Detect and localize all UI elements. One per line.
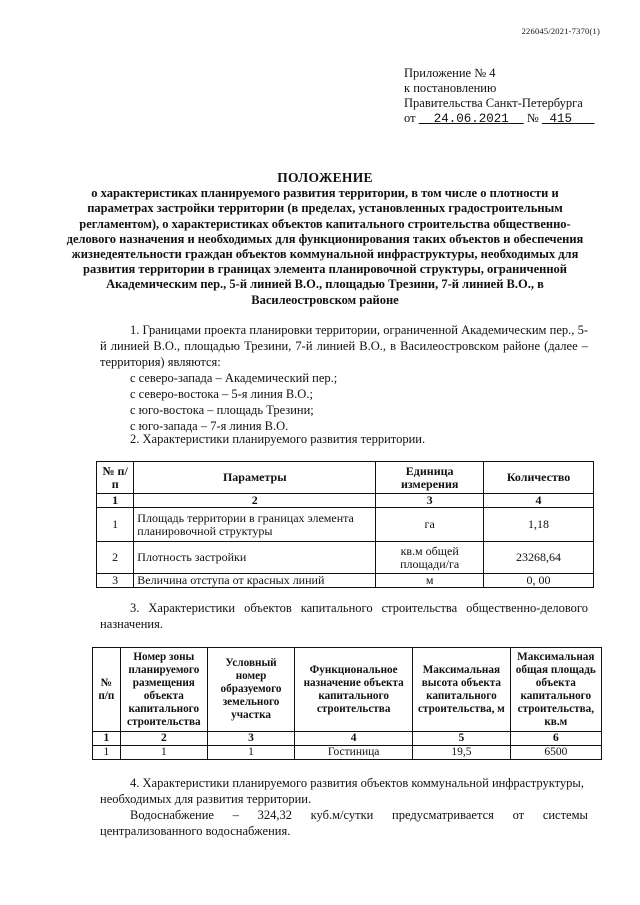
- capital-objects-table: [92, 647, 602, 760]
- appendix-line-1: Приложение № 4: [404, 66, 496, 80]
- row-height: 19,5: [413, 746, 510, 760]
- territory-parameters-table: [96, 461, 594, 588]
- row-function: Гостиница: [295, 746, 413, 760]
- boundary-nw: с северо-запада – Академический пер.;: [130, 371, 338, 385]
- col-number: 3: [376, 494, 484, 508]
- section3-heading: 3. Характеристики объектов капитального строительства общественно-делового назначения.: [100, 601, 588, 631]
- boundary-se: с юго-востока – площадь Трезини;: [130, 403, 314, 417]
- water-label: Водоснабжение: [130, 808, 214, 822]
- section2-heading: 2. Характеристики планируемого развития территории.: [130, 432, 426, 446]
- appendix-line-2: к постановлению: [404, 81, 497, 95]
- date-prefix: от: [404, 111, 416, 125]
- section4-heading: 4. Характеристики планируемого развития объектов коммунальной инфраструктуры, необходимых для развития территории.: [100, 776, 584, 806]
- title-heading: ПОЛОЖЕНИЕ: [277, 170, 373, 185]
- row-qty: 1,18: [484, 508, 594, 542]
- row-num: 1: [93, 746, 121, 760]
- appendix-line-3: Правительства Санкт-Петербурга: [404, 96, 583, 110]
- row-area: 6500: [510, 746, 601, 760]
- col-header-zone: Номер зоны планируемого размещения объекта капитального строительства: [120, 648, 207, 732]
- water-supply-line: [130, 807, 588, 823]
- col-header-area: Максимальная общая площадь объекта капитального строительства, кв.м: [510, 648, 601, 732]
- number-prefix: №: [526, 111, 539, 125]
- table-row: [97, 574, 594, 588]
- boundary-sw: с юго-запада – 7-я линия В.О.: [130, 419, 289, 433]
- col-header-param: Параметры: [134, 462, 376, 494]
- table-row: [93, 746, 602, 760]
- col-header-qty: Количество: [484, 462, 594, 494]
- col-header-function: Функциональное назначение объекта капитального строительства: [295, 648, 413, 732]
- col-number: 3: [207, 732, 294, 746]
- row-plot: 1: [207, 746, 294, 760]
- row-param: Плотность застройки: [134, 542, 376, 574]
- col-header-num: № п/п: [97, 462, 134, 494]
- col-header-plot: Условный номер образуемого земельного участка: [207, 648, 294, 732]
- decree-date: 24.06.2021: [433, 112, 509, 126]
- row-unit: га: [376, 508, 484, 542]
- section1-intro: 1. Границами проекта планировки территории, ограниченной Академическим пер., 5-й линией В.О., площадью Трезини, 7-й линией В.О., в Василеостровском районе (далее – территория) являются:: [100, 323, 588, 369]
- water-unit: куб.м/сутки: [310, 808, 374, 822]
- col-header-height: Максимальная высота объекта капитального строительства, м: [413, 648, 510, 732]
- row-zone: 1: [120, 746, 207, 760]
- water-text-3: системы: [542, 808, 588, 822]
- col-number: 1: [97, 494, 134, 508]
- decree-number: 415: [549, 112, 572, 126]
- document-id: 226045/2021-7370(1): [521, 26, 600, 36]
- water-supply-continuation: централизованного водоснабжения.: [100, 824, 291, 838]
- water-text-2: от: [512, 808, 525, 822]
- row-param: Величина отступа от красных линий: [134, 574, 376, 588]
- appendix-block: [404, 66, 594, 127]
- title-text: о характеристиках планируемого развития территории, в том числе о плотности и параметрах застройки территории (в пределах, установленных градостроительным регламентом), о характеристиках объектов капитального строительства общественно-делового назначения и необходимых для функционирования таких объектов и обеспечения жизнедеятельности граждан объектов коммунальной инфраструктуры, необходимых для развития территории в границах элемента планировочной структуры, ограниченной Академическим пер., 5-й линией В.О., площадью Трезини, 7-й линией В.О., в Василеостровском районе: [66, 186, 584, 307]
- row-param: Площадь территории в границах элемента планировочной структуры: [134, 508, 376, 542]
- col-number: 4: [484, 494, 594, 508]
- row-qty: 0, 00: [484, 574, 594, 588]
- col-header-num: № п/п: [93, 648, 121, 732]
- row-unit: кв.м общей площади/га: [376, 542, 484, 574]
- col-number: 4: [295, 732, 413, 746]
- table-row: [97, 542, 594, 574]
- row-num: 3: [97, 574, 134, 588]
- col-number: 2: [134, 494, 376, 508]
- document-title: [60, 170, 590, 308]
- water-value: 324,32: [257, 808, 292, 822]
- col-number: 1: [93, 732, 121, 746]
- water-dash: –: [232, 808, 239, 822]
- col-number: 5: [413, 732, 510, 746]
- row-num: 2: [97, 542, 134, 574]
- appendix-date-line: [404, 111, 594, 127]
- row-unit: м: [376, 574, 484, 588]
- col-header-unit: Единица измерения: [376, 462, 484, 494]
- col-number: 6: [510, 732, 601, 746]
- row-qty: 23268,64: [484, 542, 594, 574]
- boundary-ne: с северо-востока – 5-я линия В.О.;: [130, 387, 313, 401]
- col-number: 2: [120, 732, 207, 746]
- table-row: [97, 508, 594, 542]
- row-num: 1: [97, 508, 134, 542]
- water-text-1: предусматривается: [392, 808, 494, 822]
